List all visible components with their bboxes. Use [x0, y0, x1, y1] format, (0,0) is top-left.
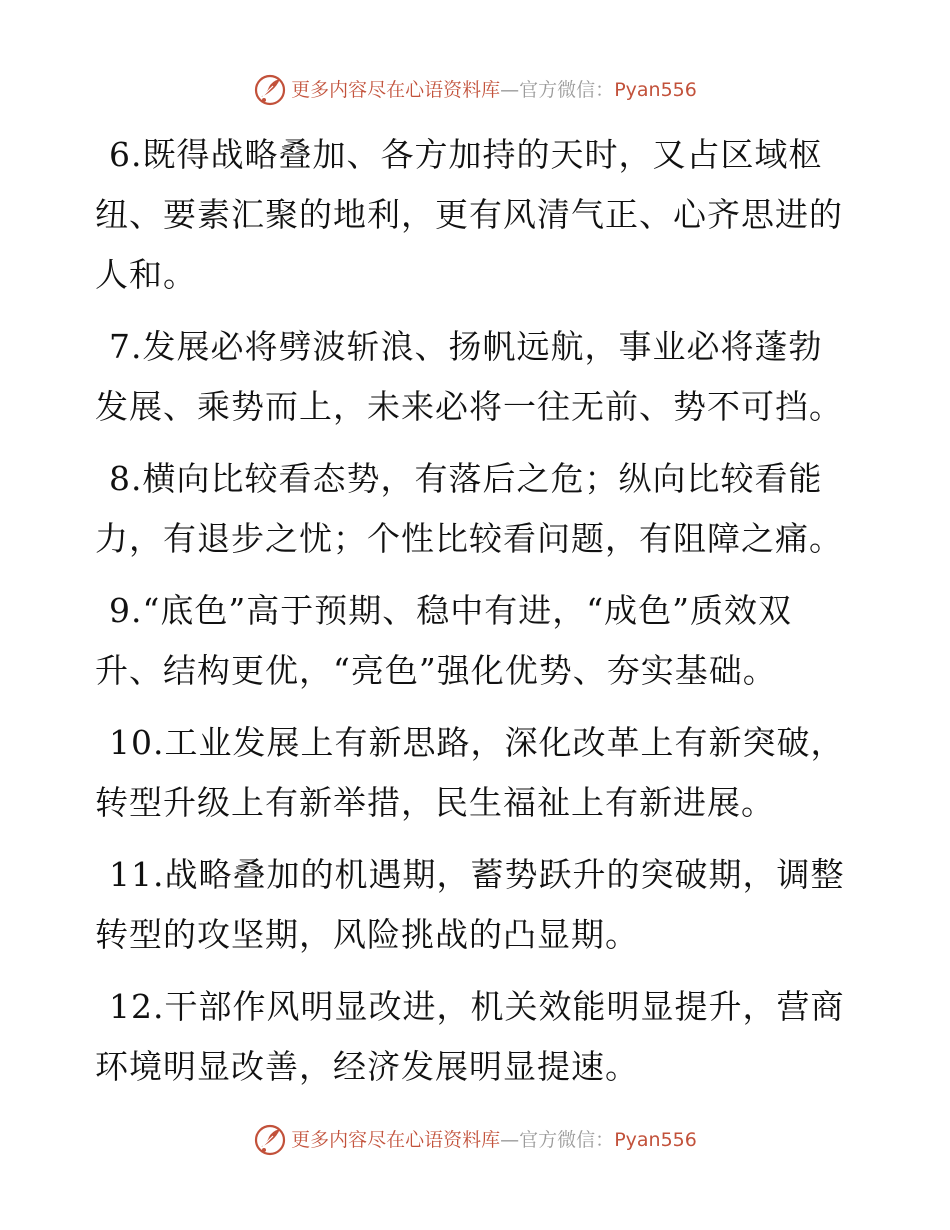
banner-brand-text: 更多内容尽在心语资料库: [291, 1128, 501, 1151]
banner-wechat-label: 官方微信：: [519, 1128, 615, 1151]
list-item: 8.横向比较看态势，有落后之危；纵向比较看能力，有退步之忧；个性比较看问题，有阻障之痛。: [95, 459, 843, 558]
footer-banner: [0, 1120, 950, 1160]
banner-text: [291, 78, 697, 101]
list-item: 7.发展必将劈波斩浪、扬帆远航，事业必将蓬勃发展、乘势而上，未来必将一往无前、势不可挡。: [95, 327, 843, 426]
banner-content: [253, 73, 697, 107]
banner-separator: —: [500, 78, 520, 101]
banner-wechat-id: Pyan556: [614, 78, 697, 101]
banner-brand-text: 更多内容尽在心语资料库: [291, 78, 501, 101]
banner-content: [253, 1123, 697, 1157]
list-item: 10.工业发展上有新思路，深化改革上有新突破，转型升级上有新举措，民生福祉上有新进展。: [95, 723, 845, 822]
document-body: [95, 125, 855, 1109]
list-item: 9.“底色”高于预期、稳中有进，“成色”质效双升、结构更优，“亮色”强化优势、夯实基础。: [95, 591, 792, 690]
banner-separator: —: [500, 1128, 520, 1151]
banner-wechat-label: 官方微信：: [519, 78, 615, 101]
list-item: 12.干部作风明显改进，机关效能明显提升，营商环境明显改善，经济发展明显提速。: [95, 987, 845, 1086]
quill-pen-logo-icon: [253, 1123, 287, 1157]
banner-text: [291, 1128, 697, 1151]
header-banner: [0, 70, 950, 110]
list-item: 11.战略叠加的机遇期，蓄势跃升的突破期，调整转型的攻坚期，风险挑战的凸显期。: [95, 855, 845, 954]
quill-pen-logo-icon: [253, 73, 287, 107]
banner-wechat-id: Pyan556: [614, 1128, 697, 1151]
list-item: 6.既得战略叠加、各方加持的天时，又占区域枢纽、要素汇聚的地利，更有风清气正、心齐思进的人和。: [95, 135, 843, 294]
